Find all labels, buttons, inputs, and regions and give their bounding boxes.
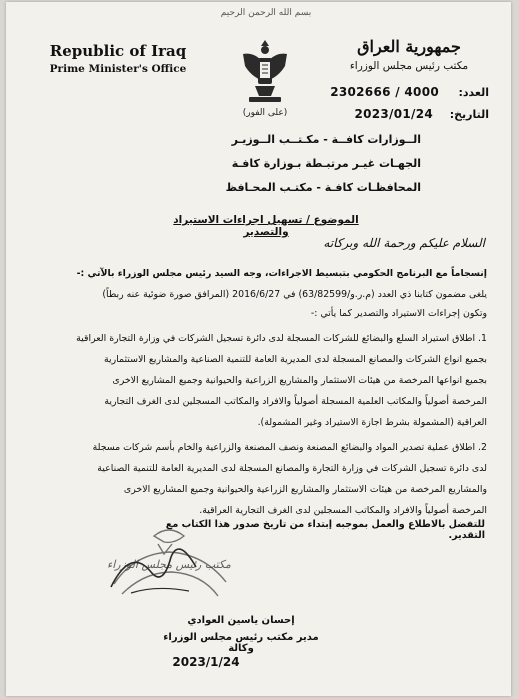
signature-date: 2023/1/24 — [172, 655, 240, 669]
number-value: 2302666 / 4000 — [330, 85, 439, 99]
stamp-text: مكتب رئيس مجلس الوزراء — [107, 558, 231, 571]
body-line: العراقية (المشمولة بشرط اجازة الاستيراد وغير المشمولة). — [257, 417, 487, 428]
body-line: بجميع انواع الشركات والمصانع المسجلة لدى المديرية العامة للتنمية الصناعية والمشاريع الاستثمارية — [104, 354, 487, 365]
body-line: بجميع انواعها المرخصة من هيئات الاستثمار والمشاريع الزراعية والحيوانية وجميع المشاريع الاخرى — [112, 375, 487, 386]
greeting: السلام عليكم ورحمة الله وبركاته — [323, 236, 485, 250]
body-line: 1. اطلاق استيراد السلع والبضائع للشركات المسجلة لدى دائرة تسجيل الشركات في وزارة التجارة العراقية — [76, 333, 487, 344]
arabic-subtitle: مكتب رئيس مجلس الوزراء — [349, 60, 469, 72]
english-subtitle: Prime Minister's Office — [49, 63, 187, 75]
addressee-ministries: الــوزارات كافــة - مكـتــب الــوزيـر — [231, 133, 421, 146]
signer-name: إحسان ياسين العوادي — [187, 615, 295, 626]
body-line: المرخصة أصولياً والمكاتب العلمية المسجلة أصولياً والافراد والمكاتب المسجلين لدى الغرف التجارية — [104, 396, 487, 407]
date-value: 2023/01/24 — [354, 107, 433, 121]
number-label: العدد: — [458, 86, 489, 99]
body-line: وتكون إجراءات الاستيراد والتصدير كما يأتي :- — [310, 308, 487, 319]
date-label: التاريخ: — [449, 108, 489, 121]
addressee-entities: الجهـات غيـر مرتبـطة بـوزارة كافـة — [231, 157, 421, 170]
body-line: 2. اطلاق عملية تصدير المواد والبضائع المصنعة ونصف المصنعة والزراعية والخام بأسم شركات مسجلة — [92, 442, 487, 453]
signer-title: مدير مكتب رئيس مجلس الوزراء وكالة — [163, 632, 319, 654]
addressee-governorates: المحافظـات كافـة - مكتـب المحـافظ — [225, 181, 421, 194]
basmala: بسم الله الرحمن الرحيم — [220, 8, 312, 18]
eagle-emblem-icon — [239, 36, 291, 106]
body-line: والمشاريع المرخصة من هيئات الاستثمار والمشاريع الزراعية والحيوانية وجميع المشاريع الاخرى — [123, 484, 487, 495]
urgent-label: (على الفور) — [242, 108, 288, 118]
subject-line: الموضوع / تسهيل اجراءات الاستيراد والتصدير — [173, 214, 359, 238]
arabic-title: جمهورية العراق — [357, 37, 461, 56]
document-page — [6, 2, 511, 696]
body-line: لدى دائرة تسجيل الشركات في وزارة التجارة والمصانع المسجلة لدى المديرية العامة للتنمية الصناعية — [97, 463, 487, 474]
english-title: Republic of Iraq — [49, 42, 187, 60]
body-line: المرخصة أصولياً والافراد والمكاتب المسجلين لدى الغرف التجارية العراقية. — [199, 505, 487, 516]
signature-mark — [101, 527, 211, 607]
body-line: يلغى مضمون كتابنا ذي العدد (م.ر.و/63/82599) في 2016/6/27 (المرافق صورة ضوئية عنه ربطاً) — [102, 289, 487, 300]
closing-line: للتفضل بالاطلاع والعمل بموجبه إبتداء من تاريخ صدور هذا الكتاب مع التقدير. — [165, 519, 485, 541]
body-line: إنسجاماً مع البرنامج الحكومي بتبسيط الاجراءات، وجه السيد رئيس مجلس الوزراء بالآتي :- — [76, 268, 487, 279]
